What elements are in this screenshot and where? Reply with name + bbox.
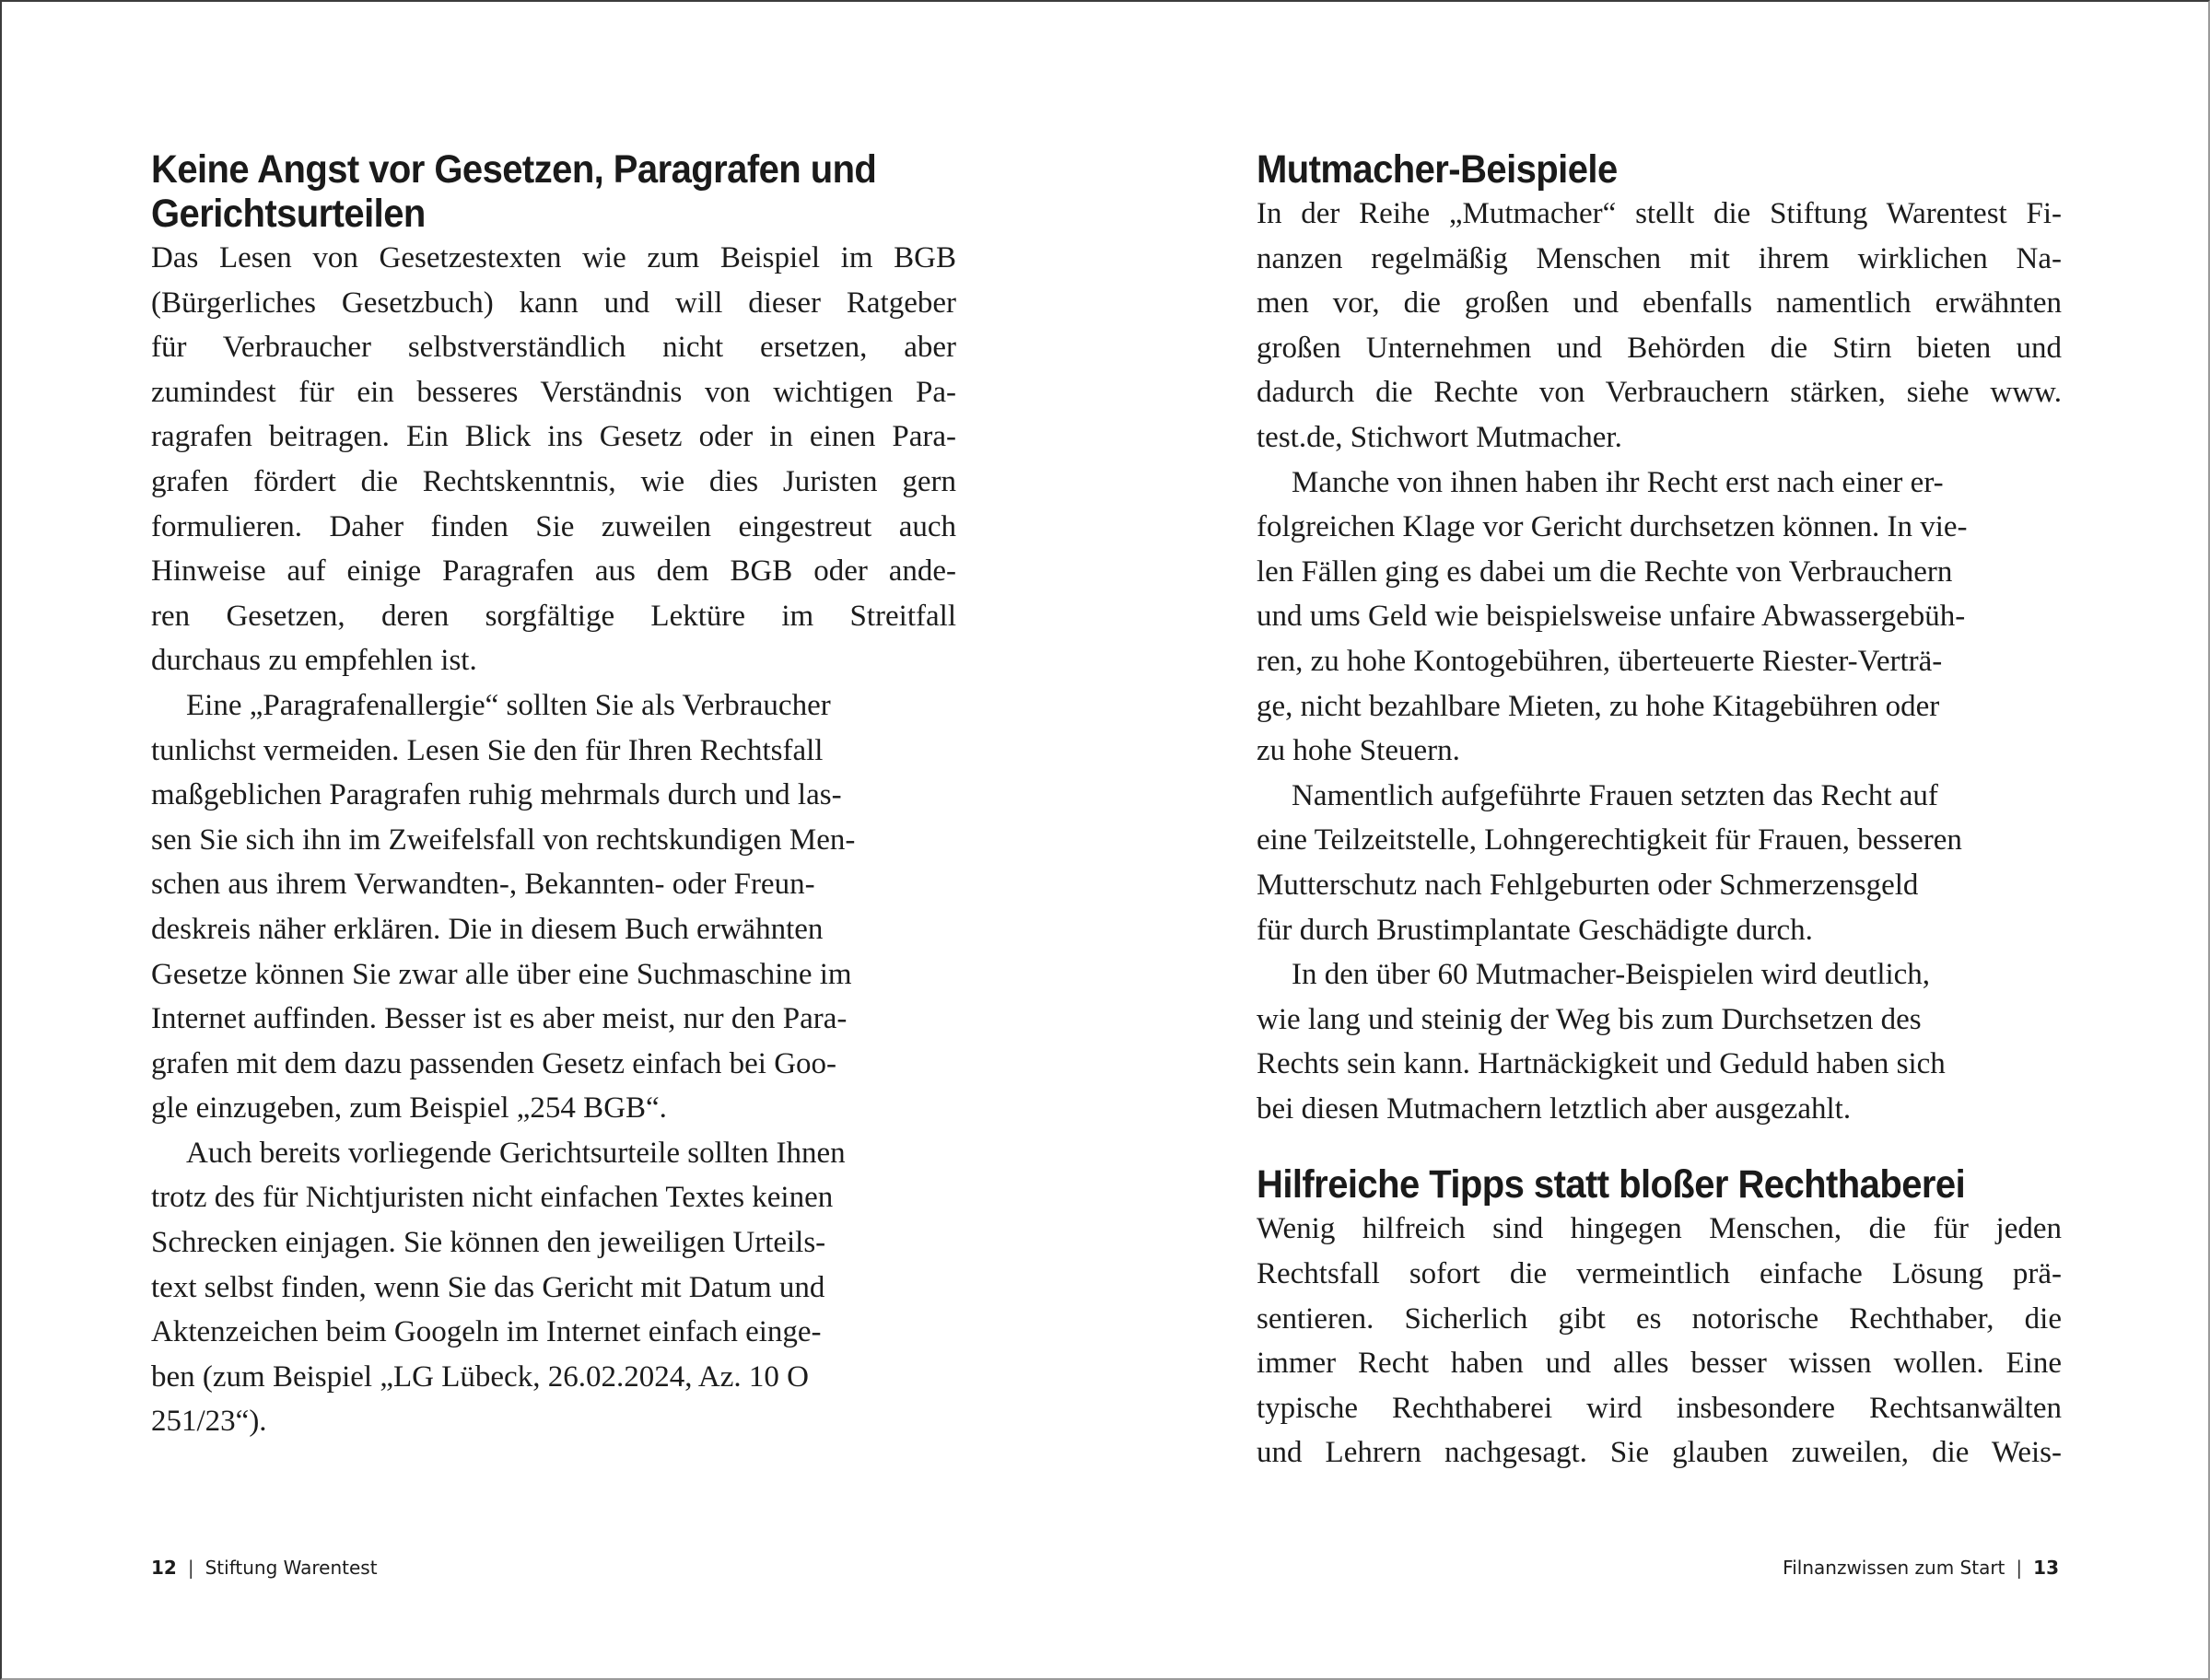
text-line: Mutterschutz nach Fehlgeburten oder Schmerzensgeld [1257, 868, 1919, 902]
text-line: men vor, die großen und ebenfalls namentlich erwähnten [1257, 286, 2062, 321]
text-line: Aktenzeichen beim Googeln im Internet einfach einge- [151, 1315, 822, 1349]
text-line: Auch bereits vorliegende Gerichtsurteile sollten Ihnen [186, 1136, 846, 1170]
text-line: bei diesen Mutmachern letztlich aber ausgezahlt. [1257, 1091, 1852, 1126]
text-line: für Verbraucher selbstverständlich nicht ersetzen, aber [151, 331, 956, 365]
paragraph [1257, 952, 2062, 1131]
running-title: Filnanzwissen zum Start [1783, 1557, 2005, 1579]
text-line: Eine „Paragrafenallergie“ sollten Sie als Verbraucher [186, 688, 831, 722]
paragraph [1257, 774, 2062, 952]
text-line: dadurch die Rechte von Verbrauchern stärken, siehe www. [1257, 376, 2062, 410]
section-heading-keine-angst [151, 147, 900, 236]
heading-line: Gerichtsurteilen [151, 192, 426, 236]
text-line: ragrafen beitragen. Ein Blick ins Gesetz oder in einen Para- [151, 420, 956, 454]
text-line: ge, nicht bezahlbare Mieten, zu hohe Kitagebühren oder [1257, 689, 1940, 723]
text-line: 251/23“). [151, 1405, 267, 1439]
text-line: ren Gesetzen, deren sorgfältige Lektüre im Streitfall [151, 599, 956, 633]
text-line: deskreis näher erklären. Die in diesem Buch erwähnten [151, 912, 824, 946]
page-number: 12 [151, 1557, 177, 1579]
text-line: Schrecken einjagen. Sie können den jeweiligen Urteils- [151, 1226, 826, 1260]
text-line: In der Reihe „Mutmacher“ stellt die Stiftung Warentest Fi- [1257, 197, 2062, 230]
left-body [151, 236, 956, 1444]
text-line: folgreichen Klage vor Gericht durchsetzen können. In vie- [1257, 510, 1968, 544]
text-line: len Fällen ging es dabei um die Rechte von Verbrauchern [1257, 554, 1953, 589]
paragraph [151, 1131, 956, 1444]
paragraph [151, 236, 956, 683]
footer-separator: | [187, 1557, 194, 1579]
text-line: Gesetze können Sie zwar alle über eine Suchmaschine im [151, 957, 852, 991]
text-line: Das Lesen von Gesetzestexten wie zum Beispiel im BGB [151, 241, 956, 274]
text-line: Hinweise auf einige Paragrafen aus dem BGB oder ande- [151, 554, 956, 589]
text-line: sentieren. Sicherlich gibt es notorische Rechthaber, die [1257, 1301, 2062, 1336]
text-line: Internet auffinden. Besser ist es aber meist, nur den Para- [151, 1002, 848, 1036]
text-line: Wenig hilfreich sind hingegen Menschen, die für jeden [1257, 1212, 2062, 1246]
section-heading: Mutmacher-Beispiele [1257, 147, 1618, 192]
text-line: formulieren. Daher finden Sie zuweilen eingestreut auch [151, 509, 956, 543]
text-line: durchaus zu empfehlen ist. [151, 644, 477, 678]
text-line: zumindest für ein besseres Verständnis von wichtigen Pa- [151, 375, 956, 409]
text-line: Namentlich aufgeführte Frauen setzten das Recht auf [1292, 778, 1938, 812]
text-line: immer Recht haben und alles besser wissen wollen. Eine [1257, 1347, 2062, 1381]
text-line: Rechts sein kann. Hartnäckigkeit und Geduld haben sich [1257, 1047, 1946, 1081]
text-line: typische Rechthaberei wird insbesondere Rechtsanwälten [1257, 1391, 2062, 1425]
text-line: sen Sie sich ihn im Zweifelsfall von rechtskundigen Men- [151, 822, 856, 857]
text-line: test.de, Stichwort Mutmacher. [1257, 420, 1622, 454]
text-line: nanzen regelmäßig Menschen mit ihrem wirklichen Na- [1257, 241, 2062, 275]
text-line: In den über 60 Mutmacher-Beispielen wird deutlich, [1292, 958, 1931, 992]
text-line: für durch Brustimplantate Geschädigte durch. [1257, 913, 1813, 947]
text-line: und Lehrern nachgesagt. Sie glauben zuweilen, die Weis- [1257, 1436, 2062, 1470]
text-line: wie lang und steinig der Weg bis zum Durchsetzen des [1257, 1002, 1922, 1036]
right-page-footer [1783, 1557, 2059, 1579]
text-line: text selbst finden, wenn Sie das Gericht mit Datum und [151, 1270, 825, 1304]
text-line: schen aus ihrem Verwandten-, Bekannten- oder Freun- [151, 868, 815, 902]
page-number: 13 [2033, 1557, 2059, 1579]
text-line: ben (zum Beispiel „LG Lübeck, 26.02.2024, Az. 10 O [151, 1359, 809, 1394]
left-text-column [151, 147, 956, 1444]
section-body [1257, 192, 2062, 1131]
text-line: grafen fördert die Rechtskenntnis, wie dies Juristen gern [151, 464, 956, 498]
text-line: eine Teilzeitstelle, Lohngerechtigkeit für Frauen, besseren [1257, 823, 1962, 858]
right-text-column [1257, 147, 2062, 1476]
section-body [1257, 1207, 2062, 1476]
text-line: trotz des für Nichtjuristen nicht einfachen Textes keinen [151, 1181, 834, 1215]
text-line: maßgeblichen Paragrafen ruhig mehrmals durch und las- [151, 778, 842, 812]
paragraph [1257, 192, 2062, 461]
footer-separator: | [2016, 1557, 2023, 1579]
text-line: gle einzugeben, zum Beispiel „254 BGB“. [151, 1091, 667, 1126]
text-line: tunlichst vermeiden. Lesen Sie den für Ihren Rechtsfall [151, 733, 824, 767]
text-line: Rechtsfall sofort die vermeintlich einfache Lösung prä- [1257, 1257, 2062, 1291]
running-title: Stiftung Warentest [205, 1557, 378, 1579]
section-spacer [1257, 1131, 2062, 1162]
text-line: großen Unternehmen und Behörden die Stirn bieten und [1257, 331, 2062, 365]
text-line: Manche von ihnen haben ihr Recht erst nach einer er- [1292, 465, 1944, 499]
left-page-footer [151, 1557, 378, 1579]
text-line: zu hohe Steuern. [1257, 734, 1460, 768]
text-line: grafen mit dem dazu passenden Gesetz einfach bei Goo- [151, 1046, 837, 1080]
section-heading: Hilfreiche Tipps statt bloßer Rechthaberei [1257, 1162, 1966, 1208]
paragraph [151, 683, 956, 1131]
text-line: ren, zu hohe Kontogebühren, überteuerte Riester-Verträ- [1257, 644, 1943, 678]
heading-line: Keine Angst vor Gesetzen, Paragrafen und [151, 147, 877, 192]
paragraph [1257, 1207, 2062, 1476]
text-line: (Bürgerliches Gesetzbuch) kann und will dieser Ratgeber [151, 286, 956, 320]
text-line: und ums Geld wie beispielsweise unfaire Abwassergebüh- [1257, 600, 1966, 634]
right-page [1105, 0, 2210, 1680]
paragraph [1257, 461, 2062, 774]
